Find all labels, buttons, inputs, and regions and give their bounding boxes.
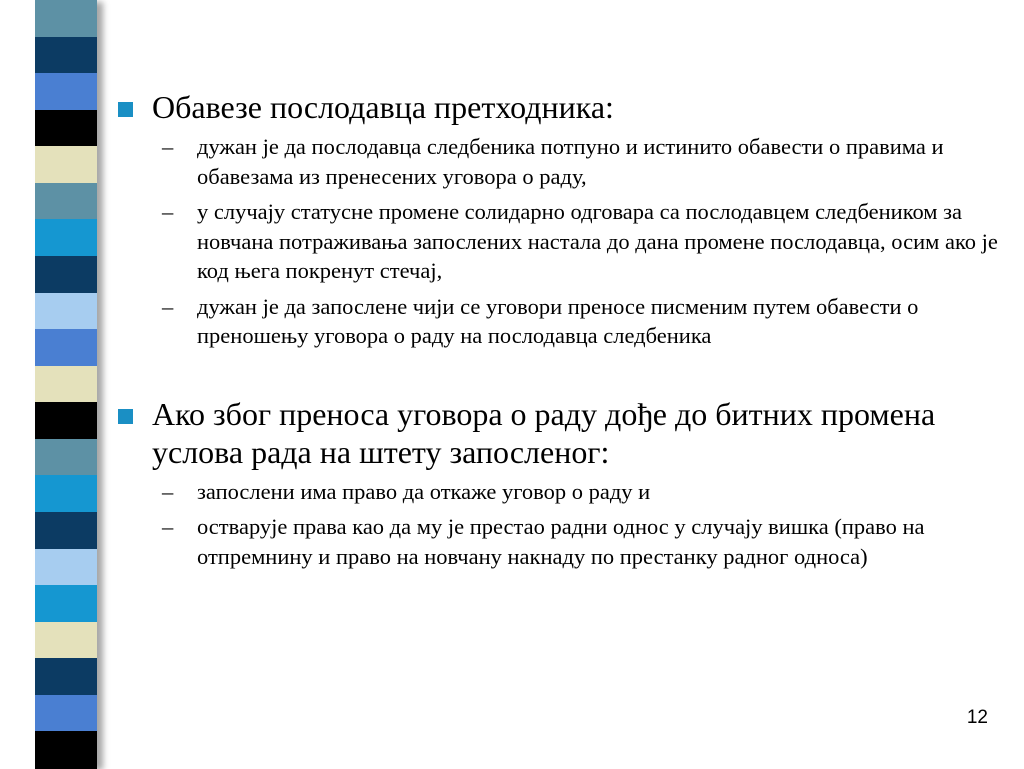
sub-item xyxy=(112,292,1017,351)
dash-marker: – xyxy=(162,514,174,539)
strip-band xyxy=(35,183,97,221)
strip-band xyxy=(35,37,97,75)
strip-band xyxy=(35,475,97,513)
decorative-color-strip xyxy=(35,0,97,768)
strip-band xyxy=(35,146,97,184)
strip-band xyxy=(35,658,97,696)
strip-band xyxy=(35,549,97,587)
sub-item-text: запослени има право да откаже уговор о раду и xyxy=(197,478,651,504)
strip-band xyxy=(35,219,97,257)
bullet-2-text: Ако због преноса уговора о раду дође до битних промена услова рада на штету запосленог: xyxy=(152,395,936,470)
dash-marker: – xyxy=(162,478,174,504)
dash-marker: – xyxy=(162,293,174,319)
sub-item xyxy=(112,477,1017,507)
strip-band xyxy=(35,329,97,367)
dash-marker: – xyxy=(162,199,174,224)
square-bullet-icon xyxy=(118,409,133,424)
sub-item-text: дужан је да запослене чији се уговори преносе писменим путем обавести о преношењу уговора о раду на послодавца следбеника xyxy=(197,293,919,348)
sub-item xyxy=(112,512,1017,571)
dash-marker: – xyxy=(162,134,174,159)
sub-item xyxy=(112,197,1017,286)
strip-band xyxy=(35,110,97,148)
strip-band xyxy=(35,695,97,733)
sub-item-text: остварује права као да му је престао радни однос у случају вишка (право на отпремнину и право на новчану накнаду по престанку радног односа) xyxy=(197,514,925,569)
strip-band xyxy=(35,293,97,331)
strip-band xyxy=(35,585,97,623)
strip-band xyxy=(35,402,97,440)
strip-band xyxy=(35,366,97,404)
square-bullet-icon xyxy=(118,102,133,117)
sub-item xyxy=(112,132,1017,191)
bullet-2-subitems xyxy=(112,477,1017,572)
slide-content xyxy=(112,88,1017,577)
sub-item-text: дужан је да послодавца следбеника потпуно и истинито обавести о правима и обавезама из пренесених уговора о раду, xyxy=(197,134,944,189)
sub-item-text: у случају статусне промене солидарно одговара са послодавцем следбеником за новчана потраживања запослених настала до дана промене послодавца, осим ако је код њега покренут стечај, xyxy=(197,199,998,283)
bullet-1-subitems xyxy=(112,132,1017,351)
strip-band xyxy=(35,512,97,550)
bullet-2 xyxy=(112,395,1017,471)
bullet-1 xyxy=(112,88,1017,126)
strip-band xyxy=(35,731,97,769)
strip-band xyxy=(35,439,97,477)
bullet-1-text: Обавезе послодавца претходника: xyxy=(152,89,614,125)
strip-band xyxy=(35,622,97,660)
strip-band xyxy=(35,73,97,111)
page-number: 12 xyxy=(966,707,988,728)
strip-band xyxy=(35,0,97,38)
strip-band xyxy=(35,256,97,294)
